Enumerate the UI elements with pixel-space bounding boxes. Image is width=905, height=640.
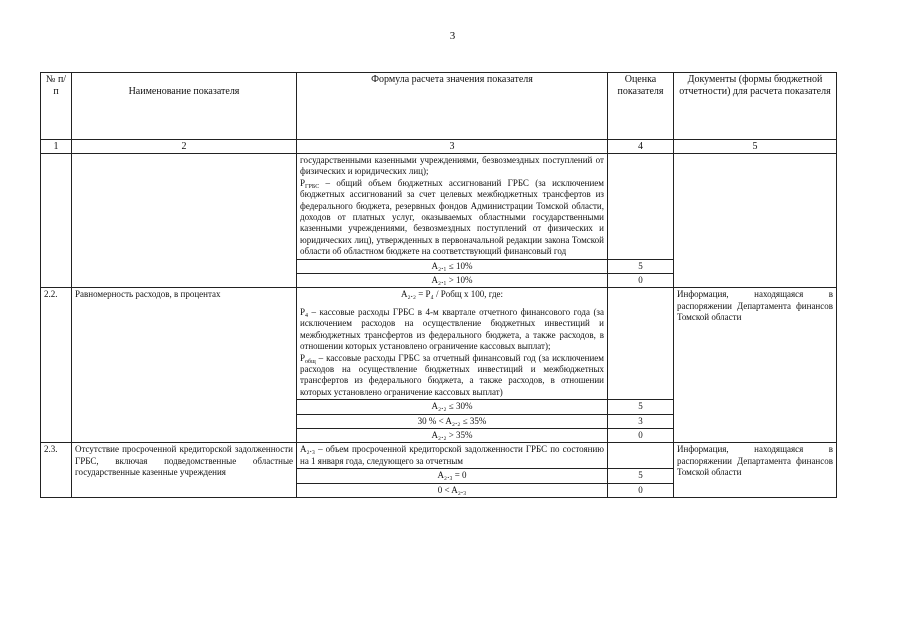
col-number: 4	[608, 140, 674, 154]
column-number-row	[41, 140, 837, 154]
col-number: 2	[72, 140, 297, 154]
row-num-cell	[41, 154, 72, 288]
score-value: 3	[608, 414, 674, 428]
formula-cell: A₂.₃ – объем просроченной кредиторской задолженности ГРБС по состоянию на 1 января года, следующего за отчетным	[297, 443, 608, 469]
condition-cell: A₂.₂ > 35%	[297, 428, 608, 442]
indicator-table	[40, 72, 837, 498]
score-value: 0	[608, 274, 674, 288]
formula-text: $Р_4$ – кассовые расходы ГРБС в 4-м квартале отчетного финансового года (за исключением расходов на осуществление бюджетных инвестиций и межбюджетных трансфертов из федерального бюджета, а также расходов, в отношении которых установлено ограничение кассовых выплат);	[300, 306, 604, 352]
docs-cell: Информация, находящаяся в распоряжении Департамента финансов Томской области	[674, 443, 837, 498]
score-value: 5	[608, 400, 674, 414]
score-value: 0	[608, 483, 674, 497]
header-name: Наименование показателя	[72, 73, 297, 140]
formula-text: $Р_{ГРБС}$ – общий объем бюджетных ассигнований ГРБС (за исключением бюджетных ассигнований за счет целевых межбюджетных трансфертов из федерального бюджета, резервных фондов Администрации Томской области, доходов от платных услуг, оказываемых областными государственными казенными учреждениями, безвозмездных поступлений от физических и юридических лиц), утвержденных в первоначальной редакции закона Томской области об областном бюджете на соответствующий финансовый год	[300, 177, 604, 257]
score-value: 0	[608, 428, 674, 442]
row-num-cell: 2.2.	[41, 288, 72, 443]
table-row	[41, 288, 837, 400]
formula-text: государственными казенными учреждениями, безвозмездных поступлений от физических и юридических лиц);	[300, 155, 604, 177]
table-header-row	[41, 73, 837, 140]
page-number: 3	[449, 30, 456, 42]
header-formula: Формула расчета значения показателя	[297, 73, 608, 140]
condition-cell: 30 % < A₂.₂ ≤ 35%	[297, 414, 608, 428]
docs-cell	[674, 154, 837, 288]
row-name-cell	[72, 154, 297, 288]
docs-cell: Информация, находящаяся в распоряжении Департамента финансов Томской области	[674, 288, 837, 443]
score-cell	[608, 443, 674, 469]
formula-cell	[297, 288, 608, 400]
formula-cell	[297, 154, 608, 260]
condition-cell: A₂.₁ ≤ 10%	[297, 259, 608, 273]
condition-cell: A₂.₂ ≤ 30%	[297, 400, 608, 414]
score-cell	[608, 154, 674, 260]
condition-cell: A₂.₁ > 10%	[297, 274, 608, 288]
header-score: Оценка показателя	[608, 73, 674, 140]
condition-cell: A₂.₃ = 0	[297, 469, 608, 483]
score-value: 5	[608, 259, 674, 273]
header-num: № п/п	[41, 73, 72, 140]
formula-expression: A₂.₂ = P₄ / Pобщ x 100, где:	[400, 289, 504, 300]
header-docs: Документы (формы бюджетной отчетности) для расчета показателя	[674, 73, 837, 140]
col-number: 1	[41, 140, 72, 154]
table-row	[41, 443, 837, 469]
row-num-cell: 2.3.	[41, 443, 72, 498]
row-name-cell: Отсутствие просроченной кредиторской задолженности ГРБС, включая подведомственные областные государственные казенные учреждения	[72, 443, 297, 498]
col-number: 3	[297, 140, 608, 154]
condition-cell: 0 < A₂.₃	[297, 483, 608, 497]
table-row	[41, 154, 837, 260]
col-number: 5	[674, 140, 837, 154]
score-cell	[608, 288, 674, 400]
row-name-cell: Равномерность расходов, в процентах	[72, 288, 297, 443]
score-value: 5	[608, 469, 674, 483]
formula-text: $Р_{общ}$ – кассовые расходы ГРБС за отчетный финансовый год (за исключением расходов на осуществление бюджетных инвестиций и межбюджетных трансфертов из федерального бюджета, а также расходов, в отношении которых установлено ограничение кассовых выплат)	[300, 352, 604, 397]
